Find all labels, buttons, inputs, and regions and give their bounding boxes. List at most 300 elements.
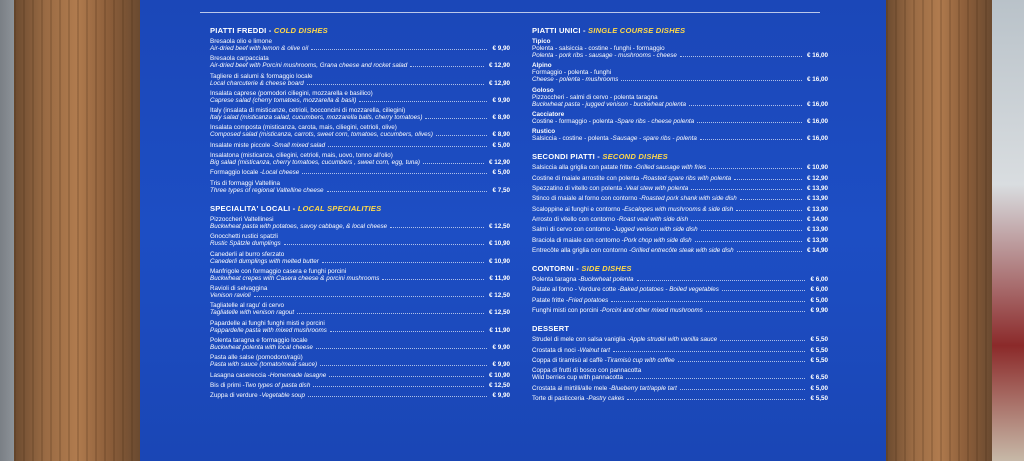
menu-item-text [210,382,486,389]
section-gap [532,257,828,260]
dish-line [210,327,486,334]
menu-item [532,111,828,125]
dish-line [210,159,486,166]
menu-column-left [210,22,510,406]
dish-name-en: Pork chop with side dish [623,236,692,244]
dotted-leader [613,347,806,352]
section-title-en: LOCAL SPECIALITIES [297,203,382,213]
menu-item-text [532,128,804,142]
dotted-leader [390,223,484,228]
dish-price: € 16,00 [806,100,828,108]
dish-line [532,276,807,283]
menu-item-text [210,90,489,104]
dish-line [210,240,486,247]
menu-item-text [532,111,804,125]
wooden-post-left [14,0,140,461]
menu-item [532,247,828,254]
background-wall-right [992,0,1024,461]
dish-line [532,101,804,108]
dish-name-en: Air-dried beef with Porcini mushrooms, Grana cheese and rocket salad [210,62,408,70]
dotted-leader [637,276,806,281]
dish-line [210,62,486,69]
dish-price: € 13,90 [806,236,828,244]
menu-item [532,385,828,392]
dish-price: € 16,00 [806,76,828,84]
dish-name-en: Two types of pasta dish [244,381,311,389]
menu-item-text [210,233,486,247]
dotted-leader [328,142,487,147]
dish-price: € 16,00 [806,117,828,125]
dish-name: Goloso [532,86,554,94]
menu-item [210,180,510,194]
menu-item [210,142,510,149]
menu-item-text [210,169,489,176]
menu-item-text [210,354,489,368]
dish-name-en: Grilled entrecôte steak with side dish [631,246,734,254]
dish-line [532,76,804,83]
dish-name-it: Funghi misti con porcini - [532,307,602,315]
dotted-leader [678,357,806,362]
dish-line [210,292,486,299]
dish-name-en: Baked potatoes - Boiled vegetables [619,286,719,294]
dish-price: € 12,90 [488,79,510,87]
menu-item [532,297,828,304]
dotted-leader [320,361,487,366]
menu-item-text [210,124,489,138]
dotted-leader [436,131,488,136]
menu-board [140,0,886,461]
dotted-leader [382,275,484,280]
dotted-leader [327,187,488,192]
dish-price: € 10,90 [488,240,510,248]
dish-line [210,275,486,282]
dotted-leader [695,237,802,242]
dish-name-it: Crostata ai mirtilli/alle mele - [532,384,612,392]
dish-name-it: Insalate miste piccole - [210,141,275,149]
dotted-leader [691,185,802,190]
menu-item-text [210,73,486,87]
menu-item [210,169,510,176]
menu-item-text [532,226,804,233]
dish-line [532,185,804,192]
dotted-leader [689,101,802,106]
dish-line [532,135,804,142]
section-title-it: SPECIALITA' LOCALI [210,203,291,213]
dotted-leader [691,216,802,221]
dish-price: € 6,50 [810,374,828,382]
section-title-it: CONTORNI [532,264,574,274]
dish-name-it: Torte di pasticceria - [532,394,589,402]
menu-item-text [210,302,486,316]
section-title-en: SINGLE COURSE DISHES [588,26,686,35]
section-title-en: COLD DISHES [273,26,328,35]
menu-item-text [210,372,486,379]
menu-item-text [532,216,804,223]
dotted-leader [621,76,802,81]
dotted-leader [308,392,488,397]
dish-name-en: Grilled sausage with fries [635,164,707,172]
section-title-it: PIATTI UNICI [532,26,581,35]
dish-name-it: Spezzatino di vitello con polenta - [532,185,626,193]
menu-item-text [210,337,489,351]
dish-name-it: Tris di formaggi Valtellina [210,179,280,187]
menu-item [532,185,828,192]
dish-name-it: Manfrigole con formaggio casera e funghi porcini [210,267,347,275]
menu-item [210,90,510,104]
menu-item-text [210,251,486,265]
dish-name-it: Costine di maiale arrostite con polenta - [532,174,643,182]
dotted-leader [359,97,487,102]
dish-name-it: Tagliere di salumi & formaggio locale [210,72,313,80]
dish-name-en: Local cheese [262,169,300,177]
dish-line [532,395,807,402]
dish-name-it: Salsiccia alla griglia con patate fritte - [532,164,636,172]
dish-name-en: Big salad (misticanza, cherry tomatoes, cucumbers , sweet corn, egg, tuna) [210,159,420,167]
menu-item-text [210,180,489,194]
menu-item [210,233,510,247]
dotted-leader [425,114,487,119]
dish-line [210,131,489,138]
dish-price: € 16,00 [806,52,828,59]
dish-name-en: Porcini and other mixed mushrooms [602,307,703,315]
dotted-leader [722,286,806,291]
section-gap [532,145,828,148]
dish-line [532,216,804,223]
dish-name-en: Buckwheat pasta - jugged venison - buckwheat polenta [532,100,687,108]
dish-name-en: Caprese salad (cherry tomatoes, mozzarella & basil) [210,96,357,104]
dish-price: € 9,90 [492,392,510,400]
menu-item [532,336,828,343]
dish-price: € 11,90 [489,274,510,282]
dish-line [210,142,489,149]
dish-line [210,114,489,121]
menu-item-text [210,285,486,299]
menu-item [210,251,510,265]
dish-name-en: Rustic Spätzle dumplings [210,240,281,248]
dish-price: € 5,50 [810,336,828,344]
dish-price: € 10,90 [806,164,828,172]
dish-price: € 11,90 [489,326,510,334]
dish-name-it: Papardelle ai funghi funghi misti e porcini [210,319,325,327]
section-gap [210,197,510,200]
menu-item [532,216,828,223]
dish-line [210,344,489,351]
menu-item [532,164,828,171]
menu-item [532,87,828,108]
dish-price: € 6,00 [810,276,828,284]
dish-line [532,247,804,254]
dish-name-en: Cheese - polenta - mushrooms [532,76,619,84]
dish-name-it: Arrosto di vitello con contorno - [532,215,619,223]
dish-line [210,258,486,265]
dish-price: € 5,00 [810,384,828,392]
menu-item-text [532,395,807,402]
dish-name-en: Small mixed salad [274,141,326,149]
dish-price: € 9,90 [492,45,510,52]
dotted-leader [410,62,484,67]
dish-name-en: Sausage - spare ribs - polenta [612,135,697,143]
menu-item [532,276,828,283]
dish-price: € 13,90 [806,185,828,193]
dish-price: € 14,90 [806,215,828,223]
dotted-leader [423,159,484,164]
dish-price: € 6,00 [810,286,828,294]
menu-item-text [532,297,807,304]
section-gap [532,405,828,408]
dish-name-it: Insalata caprese (pomodori ciliegini, mozzarella e basilico) [210,89,373,97]
menu-item [532,226,828,233]
dish-name-it: Insalatona (misticanza, ciliegini, cetrioli, mais, uovo, tonno all'olio) [210,152,393,160]
menu-item [210,354,510,368]
menu-item-text [210,38,489,52]
menu-item [210,38,510,52]
dish-name-en: Canederli dumplings with melted butter [210,257,319,265]
menu-item [210,320,510,334]
dish-name-en: Fried potatoes [568,296,609,304]
menu-item [532,307,828,314]
dotted-leader [330,327,484,332]
menu-item [210,73,510,87]
menu-item-text [210,392,489,399]
dish-name-it: Polenta taragna - [532,276,581,284]
dish-price: € 5,50 [810,394,828,402]
dish-line [532,307,807,314]
menu-item-text [532,357,807,364]
dish-price: € 5,00 [492,141,510,149]
menu-item-text [532,347,807,354]
menu-item-text [532,206,804,213]
section-title: SPECIALITA' LOCALI - LOCAL SPECIALITIES [210,203,382,213]
dish-name-it: Bis di primi - [210,381,245,389]
dish-line [210,372,486,379]
dish-name-en: Jugged venison with side dish [613,226,698,234]
dish-name-en: Apple strudel with vanilla sauce [629,336,718,344]
dish-price: € 12,90 [806,174,828,182]
dish-price: € 12,50 [488,381,510,389]
dish-price: € 5,00 [810,296,828,304]
dish-name-en: Pasta with sauce (tomato/meat sauce) [210,361,318,369]
menu-item-text [532,286,807,293]
dish-price: € 13,90 [806,195,828,203]
dotted-leader [284,240,484,245]
section-title-en: SIDE DISHES [581,264,632,274]
dish-name-it: Bresaola carpacciata [210,55,269,63]
dish-line [210,187,489,194]
dish-name-it: Crostata di noci - [532,346,580,354]
dish-price: € 14,90 [806,246,828,254]
menu-item [210,337,510,351]
dish-name-en: Roasted pork shank with side dish [641,195,737,203]
dish-name-it: Zuppa di verdure - [210,392,262,400]
dish-name-en: Blueberry tart/apple tart [611,384,677,392]
dotted-leader [740,195,802,200]
menu-item [532,286,828,293]
dish-name-it: Polenta - salsiccia - costine - funghi - formaggio [532,45,665,52]
dish-line [532,347,807,354]
menu-item [210,302,510,316]
menu-item-text [210,55,486,69]
dish-line [210,169,489,176]
menu-item [532,367,828,381]
dish-price: € 10,90 [488,371,510,379]
section-title-en: SECOND DISHES [602,152,668,162]
menu-item [532,62,828,83]
dotted-leader [297,309,484,314]
menu-item [210,124,510,138]
dish-name-it: Tagliatelle al ragu' di cervo [210,302,285,310]
dish-name-en: Walnut tart [579,346,610,354]
menu-item-text [210,152,486,166]
dish-line [532,336,807,343]
menu-item-text [210,142,489,149]
dish-price: € 10,90 [488,257,510,265]
dish-price: € 5,50 [810,356,828,364]
menu-item [210,285,510,299]
dish-price: € 13,90 [806,205,828,213]
dish-name-it: Ravioli di selvaggina [210,285,268,293]
dotted-leader [254,292,484,297]
dish-name-it: Formaggio - polenta - funghi [532,69,612,77]
dish-name-en: Venison ravioli [210,292,251,300]
dish-name-it: Coppa di frutti di bosco con pannacotta [532,367,642,375]
dish-name-en: Tiramisù cup with coffee [606,356,675,364]
dish-name-it: Pizzoccheri - salmi di cervo - polenta taragna [532,93,658,101]
dish-name-en: Italy salad (misticanza salad, cucumbers, mozzarella balls, cherry tomatoes) [210,114,423,122]
dotted-leader [302,169,487,174]
dish-name-it: Scaloppine ai funghi e contorno - [532,205,625,213]
menu-item-text [532,237,804,244]
menu-item [532,347,828,354]
dotted-leader [313,382,484,387]
dish-line [532,195,804,202]
menu-item-text [532,247,804,254]
menu-item [210,152,510,166]
dish-name-en: Polenta - pork ribs - sausage - mushrooms - cheese [532,52,677,59]
dish-name-en: Buckwheat crepes with Casera cheese & porcini mushrooms [210,274,380,282]
dish-price: € 9,90 [492,361,510,369]
dish-line [210,392,489,399]
dish-price: € 9,90 [810,307,828,315]
dish-name-it: Stinco di maiale al forno con contorno - [532,195,642,203]
dish-line [532,237,804,244]
dish-name-en: Pastry cakes [588,394,625,402]
menu-item-text [532,385,807,392]
dish-name-it: Coppa di tiramisù al caffè - [532,356,607,364]
section-gap [532,317,828,320]
dotted-leader [611,297,805,302]
dotted-leader [736,206,802,211]
dish-price: € 12,90 [488,159,510,167]
dish-line [532,118,804,125]
dotted-leader [311,45,487,50]
dish-name-en: Vegetable soup [261,392,305,400]
dish-price: € 8,90 [492,131,510,139]
dish-name-it: Entrecôte alla griglia con contorno - [532,246,632,254]
dish-price: € 12,50 [488,309,510,317]
dotted-leader [316,344,488,349]
menu-item-text [532,307,807,314]
section-title: PIATTI FREDDI - COLD DISHES [210,26,328,35]
dish-name-en: Buckwheat pasta with potatoes, savoy cabbage, & local cheese [210,222,388,230]
dish-line [532,226,804,233]
dish-name-en: Roast veal with side dish [618,215,689,223]
dish-name-it: Costine - formaggio - polenta - [532,117,618,125]
section-title-it: SECONDI PIATTI [532,152,595,162]
dish-name-en: Buckwheat polenta with local cheese [210,344,313,352]
dish-name: Cacciatore [532,110,565,118]
dish-name-it: Strudel di mele con salsa vaniglia - [532,336,630,344]
menu-item-text [532,38,804,59]
dish-name-en: Wild berries cup with pannacotta [532,374,624,382]
menu-item [532,395,828,402]
dish-line [210,382,486,389]
dotted-leader [701,226,802,231]
dish-name-it: Bresaola olio e limone [210,38,272,45]
dish-price: € 5,50 [810,346,828,354]
dotted-leader [329,372,484,377]
menu-column-right [532,22,828,408]
dish-price: € 5,00 [492,169,510,177]
menu-item-text [210,320,486,334]
menu-item [210,55,510,69]
dish-price: € 7,50 [492,186,510,194]
dish-price: € 12,90 [488,62,510,70]
menu-item [210,372,510,379]
dish-name-it: Patate al forno - Verdure cotte - [532,286,620,294]
dotted-leader [700,135,802,140]
dish-line [532,175,804,182]
dish-name-it: Salmì di cervo con contorno - [532,226,614,234]
menu-item-text [532,164,804,171]
dish-line [210,223,486,230]
dish-name-it: Gnocchetti rustici spatzli [210,233,278,241]
dotted-leader [697,118,802,123]
dotted-leader [720,336,805,341]
section-title: PIATTI UNICI - SINGLE COURSE DISHES [532,26,686,35]
dish-price: € 12,50 [488,222,510,230]
dish-price: € 16,00 [806,135,828,143]
dish-price: € 8,90 [492,114,510,122]
dish-price: € 13,90 [806,226,828,234]
menu-item [210,268,510,282]
dish-price: € 9,90 [492,96,510,104]
menu-item-text [532,195,804,202]
menu-item-text [532,87,804,108]
menu-item-text [210,107,489,121]
menu-item [210,107,510,121]
dish-line [532,385,807,392]
dish-name-it: Pasta alle salse (pomodoro/ragù) [210,354,303,362]
dish-name-en: Tagliatelle with venison ragout [210,309,295,317]
menu-item-text [532,367,807,381]
dish-line [532,52,804,59]
board-top-rule [200,12,820,13]
dotted-leader [627,395,805,400]
dish-name-en: Air-dried beef with lemon & olive oil [210,45,309,52]
section-gap [210,403,510,406]
dish-line [210,309,486,316]
dish-name-it: Insalata composta (misticanza, carota, mais, ciliegini, cetrioli, olive) [210,124,397,132]
dish-name-it: Pizzoccheri Valtellinesi [210,215,274,223]
dotted-leader [307,80,484,85]
dish-line [532,164,804,171]
dish-line [210,361,489,368]
wooden-post-right [886,0,992,461]
menu-item [532,357,828,364]
dish-name-it: Lasagna casereccia - [210,371,270,379]
dotted-leader [709,164,802,169]
section-title-it: DESSERT [532,324,570,334]
